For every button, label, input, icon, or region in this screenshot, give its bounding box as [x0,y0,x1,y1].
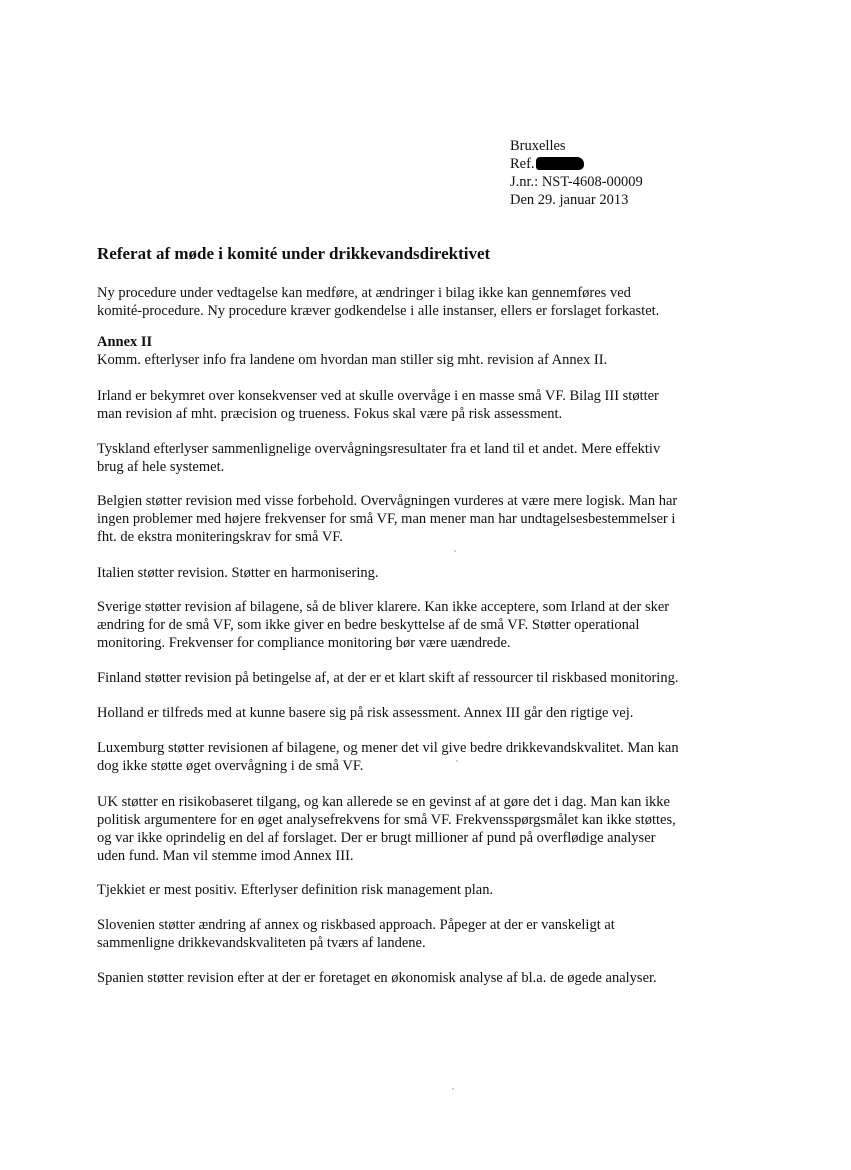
paragraph-tjekkiet [97,881,717,899]
paragraph-line: UK støtter en risikobaseret tilgang, og kan allerede se en gevinst af at gøre det i dag. Man kan ikke [97,794,670,810]
paragraph-line: Holland er tilfreds med at kunne basere sig på risk assessment. Annex III går den rigtige vej. [97,705,634,721]
paragraph-line: fht. de ekstra moniteringskrav for små VF. [97,529,343,545]
paragraph-line: og var ikke oprindelig en del af forslaget. Der er brugt millioner af pund på overflødige analyser [97,830,656,846]
letter-header [510,137,643,209]
paragraph-line: sammenligne drikkevandskvaliteten på tværs af landene. [97,935,426,951]
paragraph-line: Komm. efterlyser info fra landene om hvordan man stiller sig mht. revision af Annex II. [97,352,608,368]
header-journal-number: J.nr.: NST-4608-00009 [510,174,643,190]
paragraph-italien [97,564,717,582]
paragraph-line: Italien støtter revision. Støtter en harmonisering. [97,565,379,581]
paragraph-line: Finland støtter revision på betingelse af, at der er et klart skift af ressourcer til riskbased monitoring. [97,670,679,686]
paragraph-irland [97,387,717,423]
paragraph-slovenien [97,916,717,952]
paragraph-line: brug af hele systemet. [97,459,225,475]
paragraph-sverige [97,598,717,652]
paragraph-line: Irland er bekymret over konsekvenser ved at skulle overvåge i en masse små VF. Bilag III støtter [97,388,659,404]
header-city: Bruxelles [510,138,566,154]
paragraph-line: monitoring. Frekvenser for compliance monitoring bør være uændrede. [97,635,511,651]
annex-section [97,333,717,369]
paragraph-line: Spanien støtter revision efter at der er foretaget en økonomisk analyse af bl.a. de øgede analyser. [97,970,657,986]
paragraph-uk [97,793,717,865]
paragraph-line: ændring for de små VF, som ikke giver en bedre beskyttelse af de små VF. Støtter operational [97,617,640,633]
paragraph-tyskland [97,440,717,476]
paragraph-line: uden fund. Man vil stemme imod Annex III. [97,848,354,864]
scan-speck [456,760,458,762]
paragraph-line: politisk argumentere for en øget analysefrekvens for små VF. Frekvensspørgsmålet kan ikke støttes, [97,812,676,828]
paragraph-line: ingen problemer med højere frekvenser for små VF, man mener man har undtagelsesbestemmelser i [97,511,676,527]
annex-heading: Annex II [97,334,153,350]
redaction-mark [536,157,584,170]
header-date: Den 29. januar 2013 [510,192,629,208]
paragraph-belgien [97,492,717,546]
paragraph-finland [97,669,717,687]
header-ref-label: Ref. [510,156,535,172]
paragraph-line: Sverige støtter revision af bilagene, så de bliver klarere. Kan ikke acceptere, som Irland at der sker [97,599,670,615]
paragraph-line: Tyskland efterlyser sammenlignelige overvågningsresultater fra et land til et andet. Mere effektiv [97,441,661,457]
scan-speck [452,1088,454,1090]
paragraph-line: Belgien støtter revision med visse forbehold. Overvågningen vurderes at være mere logisk. Man har [97,493,678,509]
paragraph-spanien [97,969,717,987]
scan-speck [454,550,456,552]
document-title: Referat af møde i komité under drikkevandsdirektivet [97,244,491,263]
paragraph-line: Tjekkiet er mest positiv. Efterlyser definition risk management plan. [97,882,494,898]
paragraph-line: Luxemburg støtter revisionen af bilagene, og mener det vil give bedre drikkevandskvalitet. Man kan [97,740,679,756]
intro-line: komité-procedure. Ny procedure kræver godkendelse i alle instanser, ellers er forslaget forkastet. [97,303,660,319]
paragraph-holland [97,704,717,722]
intro-paragraph [97,284,717,320]
paragraph-line: Slovenien støtter ændring af annex og riskbased approach. Påpeger at der er vanskeligt at [97,917,615,933]
paragraph-line: dog ikke støtte øget overvågning i de små VF. [97,758,364,774]
paragraph-luxemburg [97,739,717,775]
paragraph-line: man revision af mht. præcision og trueness. Fokus skal være på risk assessment. [97,406,563,422]
intro-line: Ny procedure under vedtagelse kan medføre, at ændringer i bilag ikke kan gennemføres ved [97,285,631,301]
header-ref [510,155,643,173]
